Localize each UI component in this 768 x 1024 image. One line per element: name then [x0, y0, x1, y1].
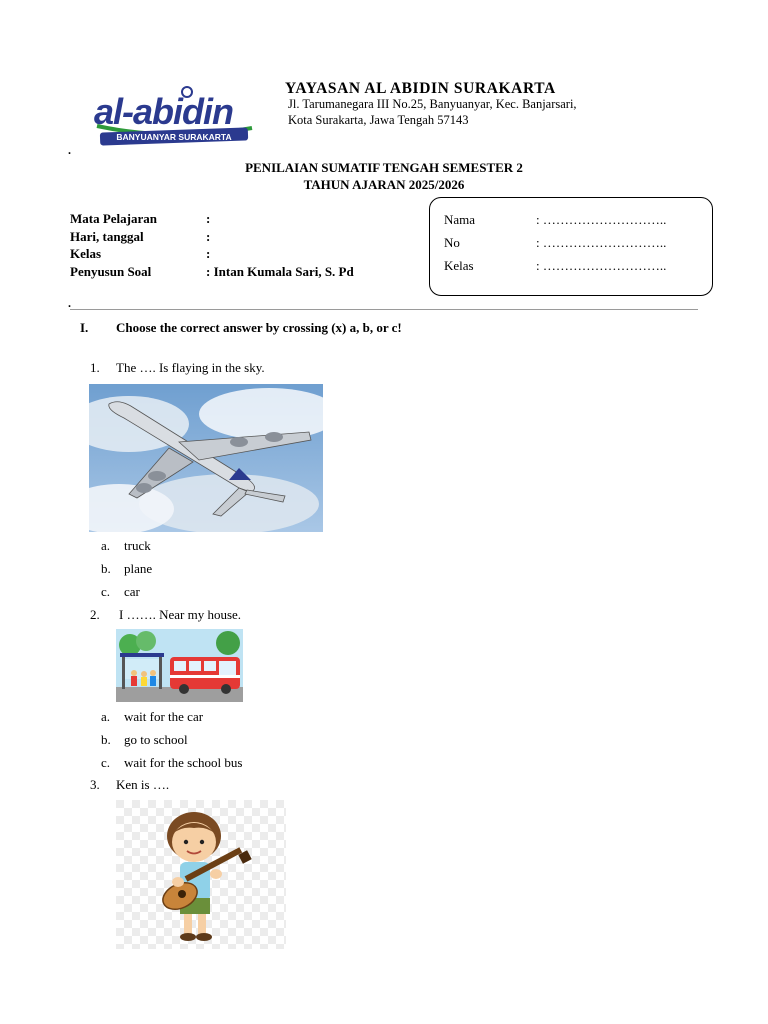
student-class-field[interactable]: : ………………………..	[536, 258, 667, 273]
student-name-field[interactable]: : ………………………..	[536, 212, 667, 227]
q1-option-a-letter: a.	[101, 538, 111, 553]
info-value-class: :	[206, 246, 211, 261]
stray-dot: .	[68, 143, 71, 157]
exam-title: PENILAIAN SUMATIF TENGAH SEMESTER 2	[245, 160, 523, 175]
q1-option-a[interactable]: truck	[124, 538, 151, 553]
question-1-number: 1.	[90, 360, 100, 375]
address-line-2: Kota Surakarta, Jawa Tengah 57143	[288, 113, 469, 127]
exam-year: TAHUN AJARAN 2025/2026	[303, 177, 465, 192]
info-label-class: Kelas	[70, 246, 102, 261]
student-class-label: Kelas	[444, 258, 474, 273]
q1-option-b-letter: b.	[101, 561, 111, 576]
info-value-subject: :	[206, 211, 211, 226]
logo-banner-text: BANYUANYAR SURAKARTA	[116, 132, 232, 142]
question-3-text: Ken is ….	[116, 777, 170, 792]
airplane-photo	[89, 384, 323, 532]
info-label-date: Hari, tanggal	[70, 229, 144, 244]
logo-main-text: al-abidin	[94, 91, 234, 132]
section-instruction: Choose the correct answer by crossing (x) a, b, or c!	[116, 320, 402, 335]
q2-option-b[interactable]: go to school	[124, 732, 188, 747]
question-2-number: 2.	[90, 607, 100, 622]
info-label-subject: Mata Pelajaran	[70, 211, 158, 226]
info-value-author: : Intan Kumala Sari, S. Pd	[206, 264, 354, 279]
q2-option-c-letter: c.	[101, 755, 111, 770]
school-logo	[92, 84, 257, 146]
section-number: I.	[80, 320, 89, 335]
address-line-1: Jl. Tarumanegara III No.25, Banyuanyar, Kec. Banjarsari,	[288, 97, 577, 111]
q1-option-b[interactable]: plane	[124, 561, 153, 576]
info-value-date: :	[206, 229, 211, 244]
q2-option-c[interactable]: wait for the school bus	[124, 755, 243, 770]
question-3-number: 3.	[90, 777, 100, 792]
q2-option-b-letter: b.	[101, 732, 111, 747]
question-2-text: I ……. Near my house.	[119, 607, 242, 622]
header-divider	[70, 309, 698, 310]
organization-name: YAYASAN AL ABIDIN SURAKARTA	[285, 80, 556, 97]
boy-guitar-illustration	[116, 800, 286, 949]
q1-option-c-letter: c.	[101, 584, 111, 599]
student-number-field[interactable]: : ………………………..	[536, 235, 667, 250]
student-name-label: Nama	[444, 212, 476, 227]
info-label-author: Penyusun Soal	[70, 264, 152, 279]
q2-option-a-letter: a.	[101, 709, 111, 724]
bus-stop-illustration	[116, 629, 243, 702]
q1-option-c[interactable]: car	[124, 584, 140, 599]
student-number-label: No	[444, 235, 460, 250]
question-1-text: The …. Is flaying in the sky.	[116, 360, 265, 375]
stray-dot-2: .	[68, 296, 71, 310]
q2-option-a[interactable]: wait for the car	[124, 709, 204, 724]
